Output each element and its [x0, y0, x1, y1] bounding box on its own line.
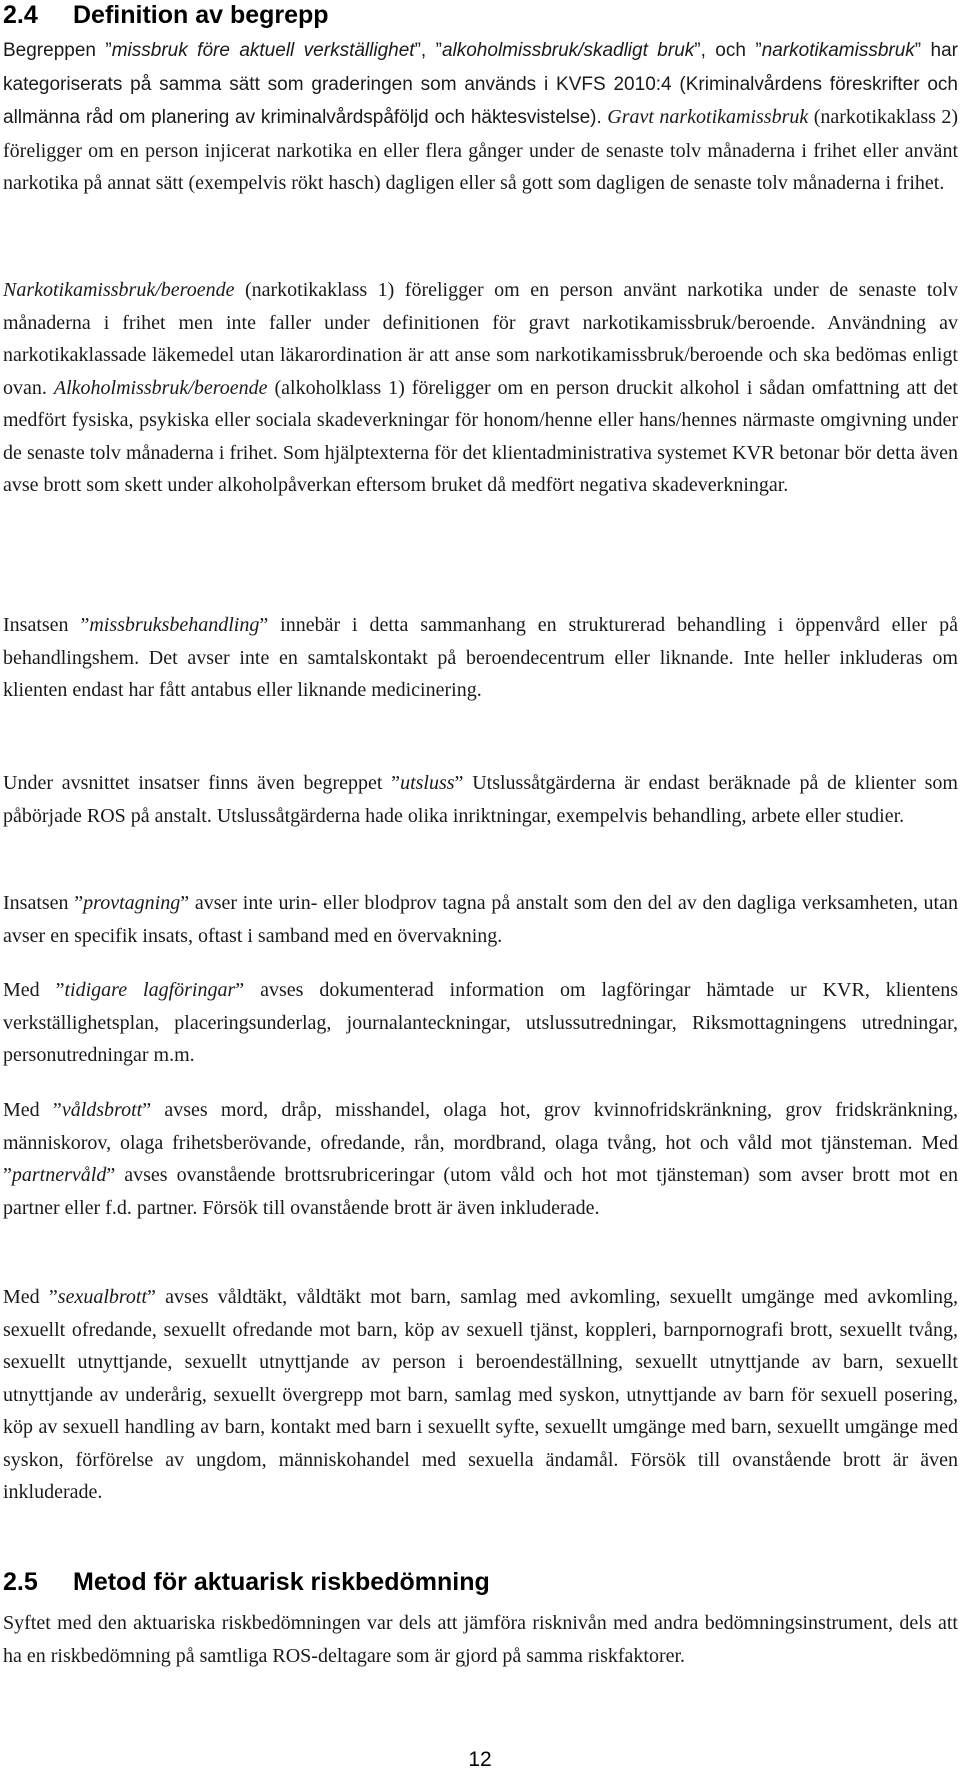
paragraph-aktuarisk-riskbedomning — [3, 1607, 958, 1672]
text-run: ” avses mord, dråp, misshandel, olaga hot, grov kvinnofridskränkning, grov fridskränkning, människorov, olaga frihetsberövande, ofredande, rån, mordbrand, olaga tvång, hot och våld mot tjänsteman. Med ” — [3, 1099, 958, 1186]
term-provtagning: provtagning — [83, 892, 181, 914]
text-run: Med ” — [3, 979, 65, 1001]
term-tidigare-lagforingar: tidigare lagföringar — [64, 979, 236, 1001]
term-alkoholmissbruk-beroende: Alkoholmissbruk/beroende — [53, 376, 268, 399]
page-number: 12 — [468, 1748, 492, 1771]
text-run: Insatsen ” — [3, 614, 90, 636]
term-sexualbrott: sexualbrott — [57, 1286, 148, 1308]
term-gravt-narkotikamissbruk: Gravt narkotikamissbruk — [607, 106, 809, 128]
text-run: Begreppen ” — [3, 40, 112, 61]
section-heading-2-4 — [3, 0, 329, 30]
term-missbruk-fore-aktuell-verkstallighet: missbruk före aktuell verkställighet — [111, 40, 415, 61]
text-run: Syftet med den aktuariska riskbedömningen var dels att jämföra risknivån med andra bedömningsinstrument, dels att ha en riskbedömning på samtliga ROS-deltagare som är gjord på samma riskfaktorer. — [3, 1612, 958, 1667]
text-run: ” avser inte urin- eller blodprov tagna på anstalt som den del av den dagliga verksamheten, utan avser en specifik insats, oftast i samband med en övervakning. — [3, 892, 958, 947]
text-run: ” avses ovanstående brottsrubriceringar (utom våld och hot mot tjänsteman) som avser brott mot en partner eller f.d. partner. Försök till ovanstående brott är även inkluderade. — [3, 1164, 958, 1219]
term-partnervald: partnervåld — [11, 1164, 107, 1186]
term-missbruksbehandling: missbruksbehandling — [89, 614, 260, 636]
text-run: Med ” — [3, 1286, 58, 1308]
section-number: 2.5 — [3, 1568, 38, 1596]
text-run: ”, och ” — [694, 40, 762, 61]
paragraph-provtagning — [3, 887, 958, 952]
text-run: Under avsnittet insatser finns även begreppet ” — [3, 772, 401, 794]
section-title: Definition av begrepp — [73, 1, 329, 29]
text-run: Insatsen ” — [3, 892, 84, 914]
section-heading-2-5 — [3, 1567, 490, 1597]
text-run: ” Utslussåtgärderna är endast beräknade på de klienter som påbörjade ROS på anstalt. Utslussåtgärderna hade olika inriktningar, exempelvis behandling, arbete eller studier. — [3, 772, 958, 827]
paragraph-missbruksbehandling — [3, 609, 958, 707]
section-title: Metod för aktuarisk riskbedömning — [73, 1568, 490, 1596]
term-narkotikamissbruk-beroende: Narkotikamissbruk/beroende — [3, 279, 235, 301]
text-run: (narkotikaklass 2) föreligger om en person injicerat narkotika en eller flera gånger under de senaste tolv månaderna i frihet eller använt narkotika på annat sätt (exempelvis rökt hasch) dagligen eller så gott som dagligen de senaste tolv månaderna i frihet. — [3, 106, 959, 194]
text-run: Med ” — [3, 1099, 62, 1121]
paragraph-definitions-intro — [3, 34, 958, 200]
paragraph-sexualbrott — [3, 1281, 958, 1509]
paragraph-valdsbrott — [3, 1094, 958, 1224]
term-utsluss: utsluss — [400, 772, 455, 794]
paragraph-tidigare-lagforingar — [3, 974, 958, 1072]
text-run: (alkoholklass 1) föreligger om en person druckit alkohol i sådan omfattning att det medfört fysiska, psykiska eller sociala skadeverkningar för honom/henne eller hans/hennes närmaste omgivning under de senaste tolv månaderna i frihet. Som hjälptexterna för det klientadministrativa systemet KVR betonar bör detta även avse brott som skett under alkoholpåverkan eftersom bruket då medfört negativa skadeverkningar. — [3, 376, 958, 496]
text-run: ” har kategoriserats på samma sätt som graderingen som används i KVFS 2010:4 (Kriminalvårdens föreskrifter och allmänna råd om planering av kriminalvårdspåföljd och häktesvistelse). — [3, 40, 959, 128]
paragraph-beroende — [3, 274, 958, 502]
text-run: (narkotikaklass 1) föreligger om en person använt narkotika under de senaste tolv månaderna i frihet men inte faller under definitionen för gravt narkotikamissbruk/beroende. Användning av narkotikaklassade läkemedel utan läkarordination är att anse som narkotikamissbruk/beroende och ska bedömas enligt ovan. — [3, 279, 958, 399]
paragraph-utsluss — [3, 767, 958, 832]
text-run: ” avses dokumenterad information om lagföringar hämtade ur KVR, klientens verkställighetsplan, placeringsunderlag, journalanteckningar, utslussutredningar, Riksmottagningens utredningar, personutredningar m.m. — [3, 979, 958, 1066]
term-alkoholmissbruk-skadligt-bruk: alkoholmissbruk/skadligt bruk — [441, 40, 695, 61]
term-valdsbrott: våldsbrott — [61, 1099, 143, 1121]
text-run: ” avses våldtäkt, våldtäkt mot barn, samlag med avkomling, sexuellt umgänge med avkomling, sexuellt ofredande, sexuellt ofredande mot barn, köp av sexuell tjänst, koppleri, barnpornografi brott, sexuellt tvång, sexuellt utnyttjande, sexuellt utnyttjande av person i beroendeställning, sexuellt utnyttjande av barn, sexuellt utnyttjande av underårig, sexuellt övergrepp mot barn, samlag med syskon, utnyttjande av barn för sexuell posering, köp av sexuell handling av barn, kontakt med barn i sexuellt syfte, sexuellt umgänge med barn, sexuellt umgänge med syskon, förförelse av ungdom, människohandel med sexuella ändamål. Försök till ovanstående brott är även inkluderade. — [3, 1286, 958, 1503]
section-number: 2.4 — [3, 1, 38, 29]
text-run: ”, ” — [414, 40, 442, 61]
term-narkotikamissbruk: narkotikamissbruk — [761, 40, 915, 61]
text-run: ” innebär i detta sammanhang en strukturerad behandling i öppenvård eller på behandlingshem. Det avser inte en samtalskontakt på beroendecentrum eller liknande. Inte heller inkluderas om klienten endast har fått antabus eller liknande medicinering. — [3, 614, 958, 701]
